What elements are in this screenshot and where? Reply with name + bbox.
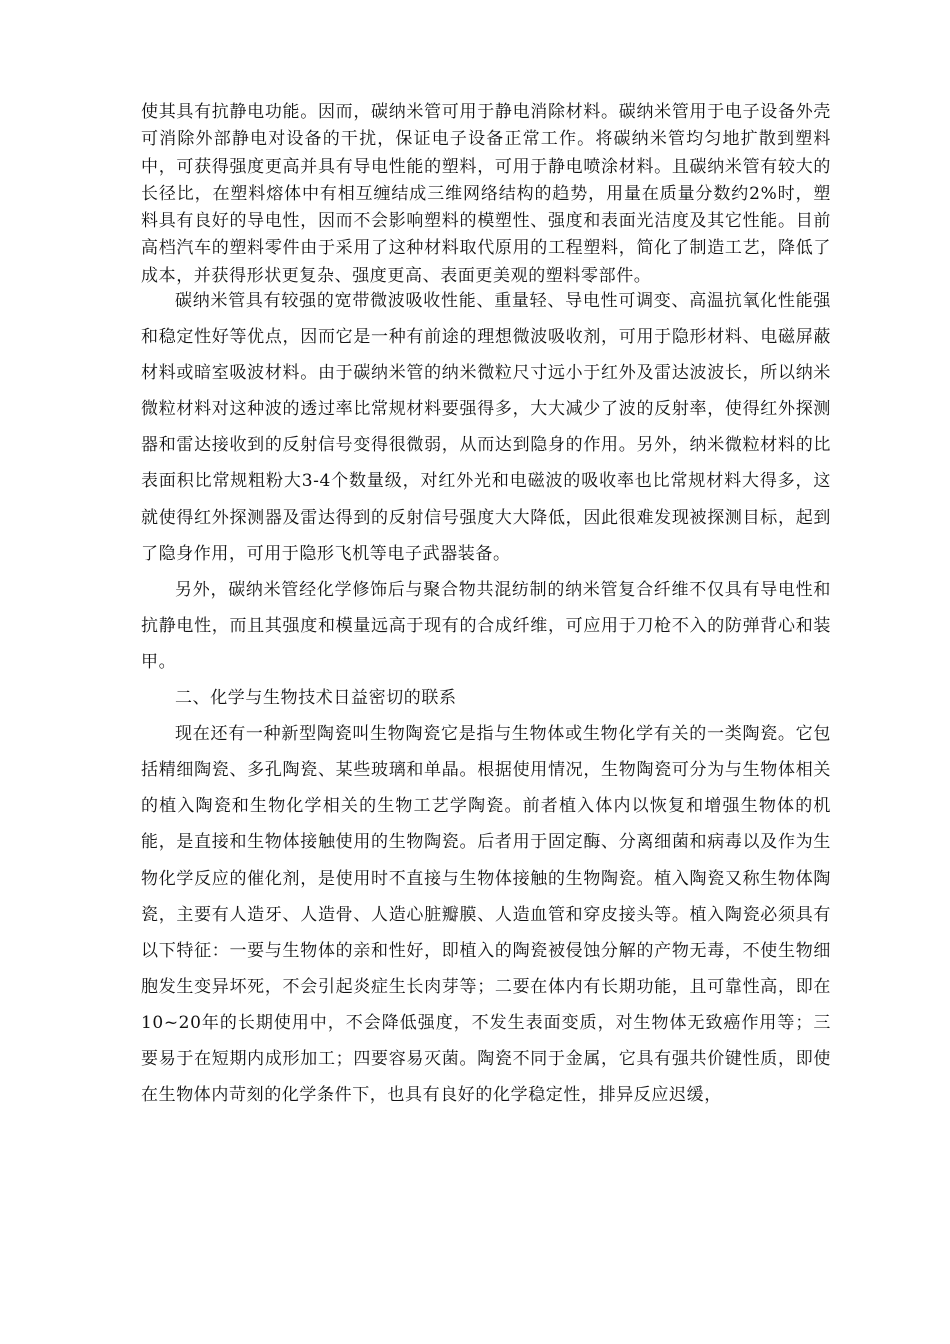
paragraph-composite-fiber: 另外，碳纳米管经化学修饰后与聚合物共混纺制的纳米管复合纤维不仅具有导电性和抗静电性，而且其强度和模量远高于现有的合成纤维，可应用于刀枪不入的防弹背心和装甲。 xyxy=(141,579,831,672)
paragraph-antistatic-plastics: 使其具有抗静电功能。因而，碳纳米管可用于静电消除材料。碳纳米管用于电子设备外壳可消除外部静电对设备的干扰，保证电子设备正常工作。将碳纳米管均匀地扩散到塑料中，可获得强度更高并具有导电性能的塑料，可用于静电喷涂材料。且碳纳米管有较大的长径比，在塑料熔体中有相互缠结成三维网络结构的趋势，用量在质量分数约2%时，塑料具有良好的导电性，因而不会影响塑料的模塑性、强度和表面光洁度及其它性能。目前高档汽车的塑料零件由于采用了这种材料取代原用的工程塑料，简化了制造工艺，降低了成本，并获得形状更复杂、强度更高、表面更美观的塑料零部件。 xyxy=(141,102,831,286)
document-body xyxy=(141,283,831,1113)
paragraph-bioceramics: 现在还有一种新型陶瓷叫生物陶瓷它是指与生物体或生物化学有关的一类陶瓷。它包括精细陶瓷、多孔陶瓷、某些玻璃和单晶。根据使用情况，生物陶瓷可分为与生物体相关的植入陶瓷和生物化学相关的生物工艺学陶瓷。前者植入体内以恢复和增强生物体的机能，是直接和生物体接触使用的生物陶瓷。后者用于固定酶、分离细菌和病毒以及作为生物化学反应的催化剂，是使用时不直接与生物体接触的生物陶瓷。植入陶瓷又称生物体陶瓷，主要有人造牙、人造骨、人造心脏瓣膜、人造血管和穿皮接头等。植入陶瓷必须具有以下特征：一要与生物体的亲和性好，即植入的陶瓷被侵蚀分解的产物无毒，不使生物细胞发生变异坏死，不会引起炎症生长肉芽等；二要在体内有长期功能，且可靠性高，即在10~20年的长期使用中，不会降低强度，不发生表面变质，对生物体无致癌作用等；三要易于在短期内成形加工；四要容易灭菌。陶瓷不同于金属，它具有强共价键性质，即使在生物体内苛刻的化学条件下，也具有良好的化学稳定性，排异反应迟缓， xyxy=(141,724,831,1106)
paragraph-microwave-absorption: 碳纳米管具有较强的宽带微波吸收性能、重量轻、导电性可调变、高温抗氧化性能强和稳定性好等优点，因而它是一种有前途的理想微波吸收剂，可用于隐形材料、电磁屏蔽材料或暗室吸波材料。由于碳纳米管的纳米微粒尺寸远小于红外及雷达波波长，所以纳米微粒材料对这种波的透过率比常规材料要强得多，大大减少了波的反射率，使得红外探测器和雷达接收到的反射信号变得很微弱，从而达到隐身的作用。另外，纳米微粒材料的比表面积比常规粗粉大3-4个数量级，对红外光和电磁波的吸收率也比常规材料大得多，这就使得红外探测器及雷达得到的反射信号强度大大降低，因此很难发现被探测目标，起到了隐身作用，可用于隐形飞机等电子武器装备。 xyxy=(141,291,831,564)
section-heading: 二、化学与生物技术日益密切的联系 xyxy=(175,688,457,709)
